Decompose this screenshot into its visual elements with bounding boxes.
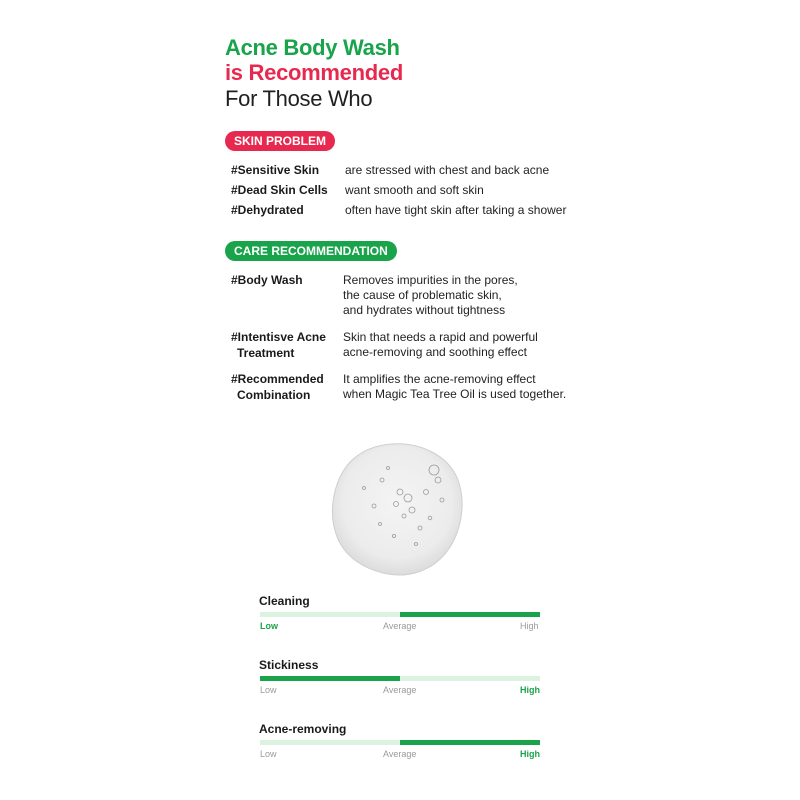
care-value-3-line-2: when Magic Tea Tree Oil is used together. xyxy=(343,387,567,401)
meter-acne-removing-low-label: Low xyxy=(260,749,277,759)
skin-problem-key-1: #Sensitive Skin xyxy=(231,163,320,177)
meter-stickiness-fill xyxy=(260,676,400,681)
title-line-3: For Those Who xyxy=(225,86,373,111)
care-value-1-line-3: and hydrates without tightness xyxy=(343,303,506,317)
care-key-3-line-1: #Recommended xyxy=(231,372,324,386)
meter-acne-removing-average-label: Average xyxy=(383,749,417,759)
care-key-3 xyxy=(231,371,324,403)
meter-cleaning-title: Cleaning xyxy=(259,594,310,608)
care-key-1 xyxy=(231,272,303,288)
care-key-1-line-1: #Body Wash xyxy=(231,273,303,287)
meter-acne-removing-fill xyxy=(400,740,540,745)
care-key-2-line-1: #Intentisve Acne xyxy=(231,330,326,344)
meter-stickiness-title: Stickiness xyxy=(259,658,319,672)
title-line-1: Acne Body Wash xyxy=(225,35,400,60)
skin-problem-key-3: #Dehydrated xyxy=(231,203,304,217)
care-value-3-line-1: It amplifies the acne-removing effect xyxy=(343,372,536,386)
care-key-2 xyxy=(231,329,326,361)
skin-problem-value-1: are stressed with chest and back acne xyxy=(345,163,550,177)
meter-cleaning-average-label: Average xyxy=(383,621,417,631)
meter-stickiness-low-label: Low xyxy=(260,685,277,695)
meter-cleaning-track xyxy=(260,612,540,617)
gel-texture-image xyxy=(330,440,466,580)
gel-drop-shape xyxy=(332,444,462,575)
care-value-2-line-1: Skin that needs a rapid and powerful xyxy=(343,330,538,344)
meter-cleaning-low-label: Low xyxy=(260,621,278,631)
care-value-2-line-2: acne-removing and soothing effect xyxy=(343,345,527,359)
meter-stickiness-high-label: High xyxy=(520,685,540,695)
meter-cleaning-fill xyxy=(400,612,540,617)
care-value-2 xyxy=(343,330,538,360)
skin-problem-value-2: want smooth and soft skin xyxy=(345,183,484,197)
care-recommendation-badge: CARE RECOMMENDATION xyxy=(225,241,397,261)
care-value-1-line-2: the cause of problematic skin, xyxy=(343,288,502,302)
title-line-2: is Recommended xyxy=(225,60,403,85)
skin-problem-value-3: often have tight skin after taking a shower xyxy=(345,203,567,217)
meter-acne-removing-high-label: High xyxy=(520,749,540,759)
meter-acne-removing-track xyxy=(260,740,540,745)
meter-acne-removing-title: Acne-removing xyxy=(259,722,347,736)
care-value-3 xyxy=(343,372,566,402)
care-value-1-line-1: Removes impurities in the pores, xyxy=(343,273,518,287)
care-key-3-line-2: Combination xyxy=(237,388,311,402)
meter-stickiness-average-label: Average xyxy=(383,685,417,695)
care-value-1 xyxy=(343,273,518,318)
skin-problem-badge: SKIN PROBLEM xyxy=(225,131,335,151)
skin-problem-key-2: #Dead Skin Cells xyxy=(231,183,328,197)
care-key-2-line-2: Treatment xyxy=(237,346,295,360)
meter-cleaning-high-label: High xyxy=(520,621,539,631)
meter-stickiness-track xyxy=(260,676,540,681)
